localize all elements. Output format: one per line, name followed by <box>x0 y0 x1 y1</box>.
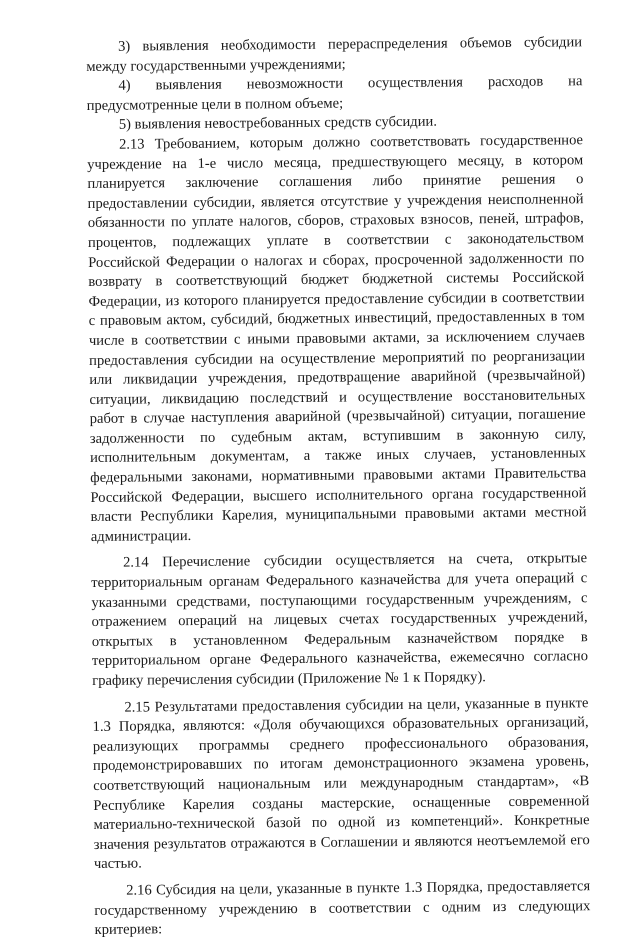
list-item-5: 5) выявления невостребованных средств субсидии. <box>118 114 438 134</box>
document-page <box>86 33 591 940</box>
clause-2-13: 2.13 Требованием, которым должно соответствовать государственное учреждение на 1-е число месяца, предшествующего месяцу, в котором планируется заключение соглашения либо принятие решения о предоставлении субсидии, является отсутствие у учреждения неисполненной обязанности по уплате налогов, сборов, страховых взносов, пеней, штрафов, процентов, подлежащих уплате в соответствии с законодательством Российской Федерации о налогах и сборах, просроченной задолженности по возврату в соответствующий бюджет бюджетной системы Российской Федерации, из которого планируется предоставление субсидии в соответствии с правовым актом, субсидий, бюджетных инвестиций, предоставленных в том числе в соответствии с иными правовыми актами, за исключением случаев предоставления субсидии на осуществление мероприятий по реорганизации или ликвидации учреждения, предотвращение аварийной (чрезвычайной) ситуации, ликвидацию последствий и осуществление восстановительных работ в случае наступления аварийной (чрезвычайной) ситуации, погашение задолженности по судебным актам, вступившим в законную силу, исполнительным документам, а также иных случаев, установленных федеральными законами, нормативными правовыми актами Правительства Российской Федерации, высшего исполнительного органа государственной власти Республики Карелия, муниципальными правовыми актами местной администрации. <box>87 132 587 545</box>
list-item-3: 3) выявления необходимости перераспределения объемов субсидии между государственными учреждениями; <box>86 34 583 75</box>
clause-2-14: 2.14 Перечисление субсидии осуществляется на счета, открытые территориальным органам Федерального казначейства для учета операций с указанными средствами, поступающими государственным учреждениям, с отражением операций на лицевых счетах государственных учреждений, открытых в установленном Федеральным казначейством порядке в территориальном органе Федерального казначейства, ежемесячно согласно графику перечисления субсидии (Приложение № 1 к Порядку). <box>91 550 589 689</box>
clause-2-16: 2.16 Субсидия на цели, указанные в пункте 1.3 Порядка, предоставляется государственному учреждению в соответствии с одним из следующих критериев: <box>94 878 591 939</box>
clause-2-15: 2.15 Результатами предоставления субсидии на цели, указанные в пункте 1.3 Порядка, являются: «Доля обучающихся образовательных организаций, реализующих программы среднего профессионального образования, продемонстрировавших по итогам демонстрационного экзамена уровень, соответствующий национальным или международным стандартам», «В Республике Карелия созданы мастерские, оснащенные современной материально-технической базой по одной из компетенций». Конкретные значения результатов отражаются в Соглашении и являются неотъемлемой его частью. <box>92 694 590 873</box>
list-item-4: 4) выявления невозможности осуществления расходов на предусмотренные цели в полном объеме; <box>86 73 583 114</box>
